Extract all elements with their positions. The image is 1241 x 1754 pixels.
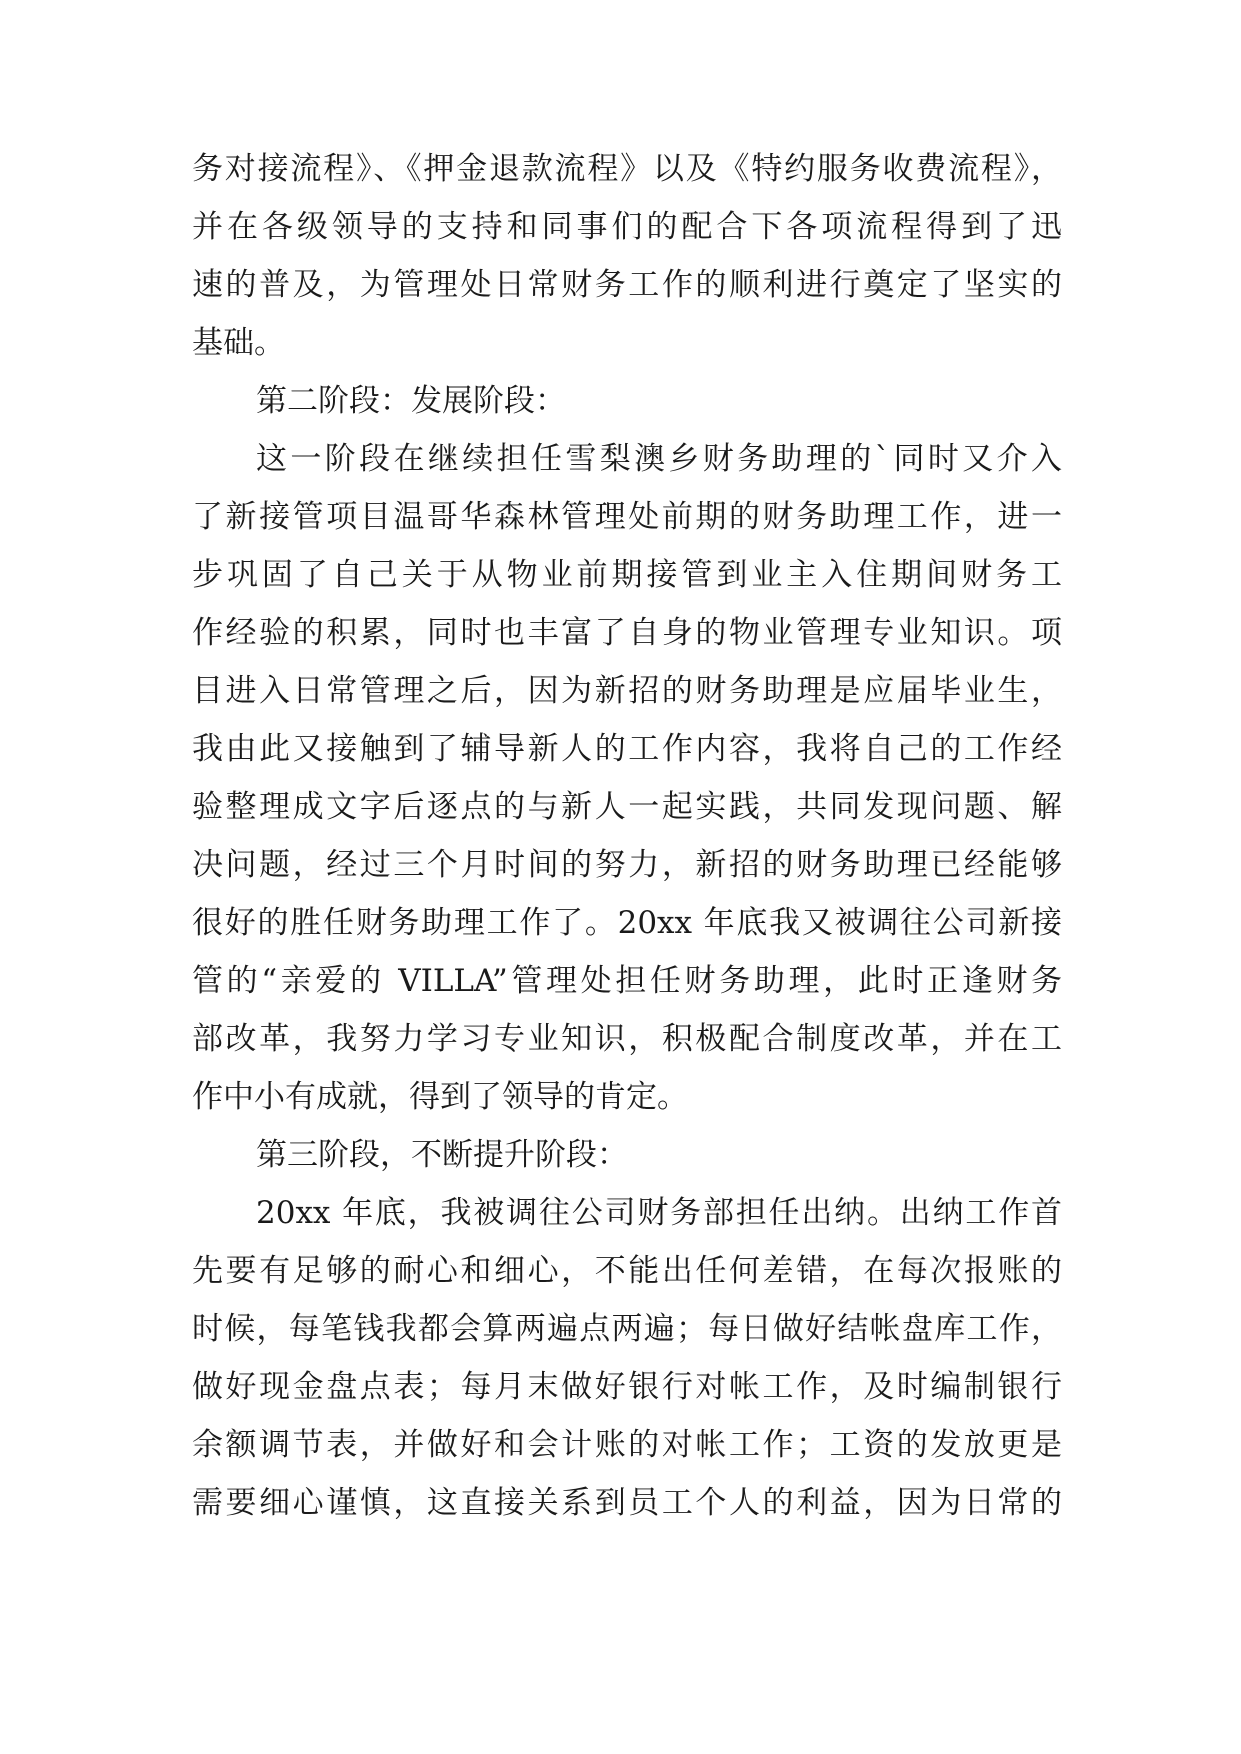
- body-line: 做好现金盘点表；每月末做好银行对帐工作，及时编制银行: [192, 1369, 1062, 1405]
- body-line: 时候，每笔钱我都会算两遍点两遍；每日做好结帐盘库工作，: [192, 1311, 1062, 1347]
- body-line: 速的普及，为管理处日常财务工作的顺利进行奠定了坚实的: [192, 267, 1062, 303]
- body-line: 20xx 年底，我被调往公司财务部担任出纳。出纳工作首: [256, 1195, 1062, 1231]
- body-line: 了新接管项目温哥华森林管理处前期的财务助理工作，进一: [192, 499, 1062, 535]
- body-line: 验整理成文字后逐点的与新人一起实践，共同发现问题、解: [192, 789, 1062, 825]
- body-line: 管的“亲爱的 VILLA”管理处担任财务助理，此时正逢财务: [192, 963, 1062, 999]
- body-line: 步巩固了自己关于从物业前期接管到业主入住期间财务工: [192, 557, 1062, 593]
- body-line: 务对接流程》、《押金退款流程》以及《特约服务收费流程》，: [192, 151, 1062, 187]
- body-line: 目进入日常管理之后，因为新招的财务助理是应届毕业生，: [192, 673, 1062, 709]
- body-line: 决问题，经过三个月时间的努力，新招的财务助理已经能够: [192, 847, 1062, 883]
- body-line: 并在各级领导的支持和同事们的配合下各项流程得到了迅: [192, 209, 1062, 245]
- section-heading-stage-two: 第二阶段：发展阶段：: [256, 383, 566, 419]
- body-line: 作经验的积累，同时也丰富了自身的物业管理专业知识。项: [192, 615, 1062, 651]
- section-heading-stage-three: 第三阶段，不断提升阶段：: [256, 1137, 628, 1173]
- body-line: 先要有足够的耐心和细心，不能出任何差错，在每次报账的: [192, 1253, 1062, 1289]
- body-line: 余额调节表，并做好和会计账的对帐工作；工资的发放更是: [192, 1427, 1062, 1463]
- body-line: 部改革，我努力学习专业知识，积极配合制度改革，并在工: [192, 1021, 1062, 1057]
- body-line: 这一阶段在继续担任雪梨澳乡财务助理的`同时又介入: [256, 441, 1062, 477]
- body-line: 基础。: [192, 325, 285, 361]
- body-line: 作中小有成就，得到了领导的肯定。: [192, 1079, 688, 1115]
- body-line: 需要细心谨慎，这直接关系到员工个人的利益，因为日常的: [192, 1485, 1062, 1521]
- body-line: 很好的胜任财务助理工作了。20xx 年底我又被调往公司新接: [192, 905, 1062, 941]
- body-line: 我由此又接触到了辅导新人的工作内容，我将自己的工作经: [192, 731, 1062, 767]
